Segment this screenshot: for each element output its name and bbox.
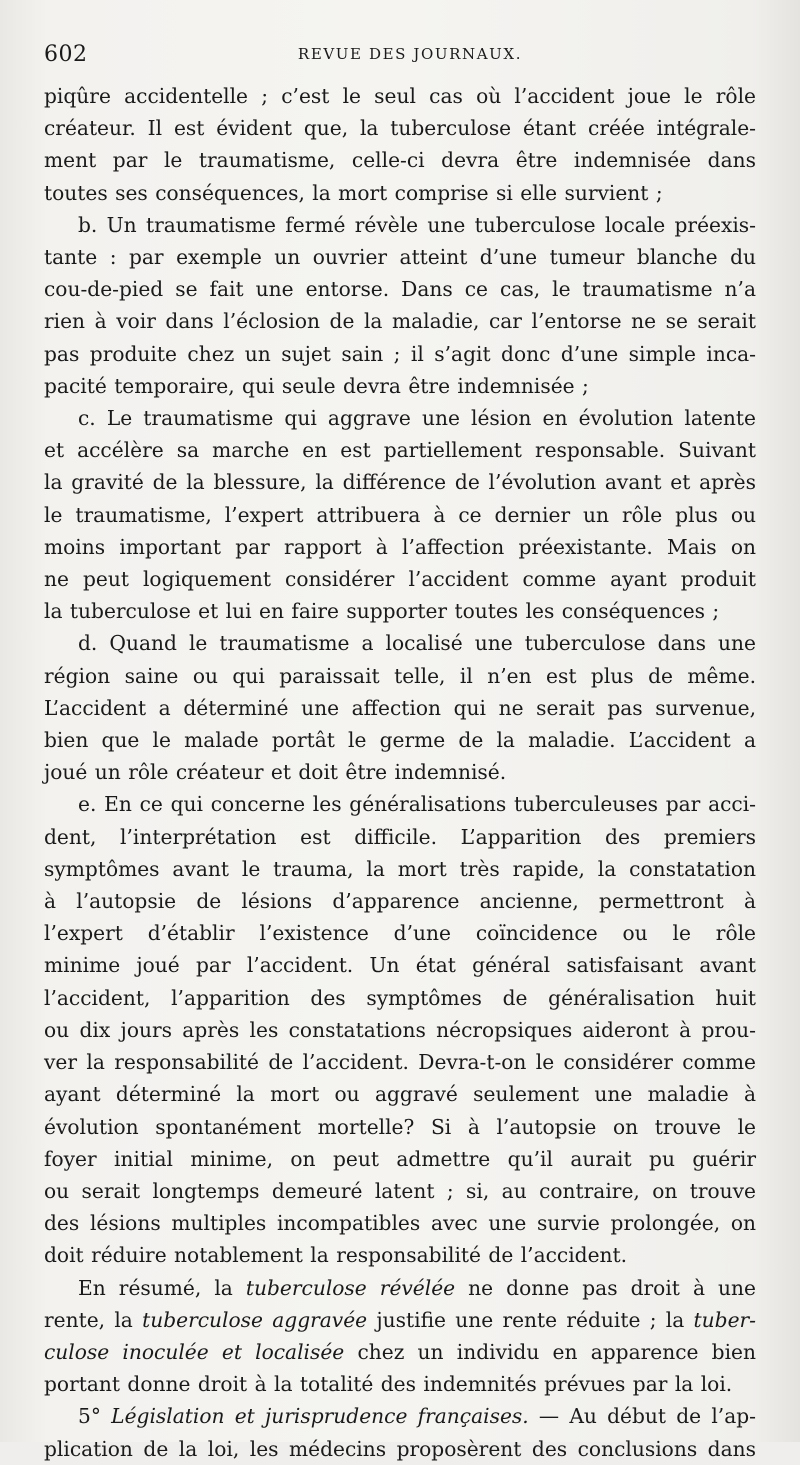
text-line: région saine ou qui paraissait telle, il n’en est plus de même. [44, 663, 756, 688]
text-line: rien à voir dans l’éclosion de la maladie, car l’entorse ne se serait [44, 309, 756, 334]
text-line: l’accident, l’apparition des symptômes de généralisation huit [44, 985, 756, 1010]
summary-term-inoculated: tuber- [693, 1307, 756, 1332]
text-line: c. Le traumatisme qui aggrave une lésion en évolution latente [78, 406, 756, 431]
text-line: e. En ce qui concerne les généralisations tuberculeuses par acci- [78, 792, 756, 817]
text-line: à l’autopsie de lésions d’apparence ancienne, permettront à [44, 889, 756, 914]
text-line: ou dix jours après les constatations nécropsiques aideront à prou- [44, 1017, 756, 1042]
text-line: l’expert d’établir l’existence d’une coïncidence ou le rôle [44, 921, 756, 946]
text-line: ne peut logiquement considérer l’accident comme ayant produit [44, 567, 756, 592]
text-line: ou serait longtemps demeuré latent ; si, au contraire, on trouve [44, 1178, 756, 1203]
summary-text: justifie une rente réduite ; la [367, 1307, 694, 1332]
section-text: — Au début de l’ap- [528, 1404, 756, 1429]
summary-term-aggravated: tuberculose aggravée [142, 1307, 368, 1332]
summary-text: rente, la [44, 1307, 143, 1332]
text-line: joué un rôle créateur et doit être indemnisé. [44, 760, 507, 785]
text-line: pas produite chez un sujet sain ; il s’agit donc d’une simple inca- [44, 341, 756, 366]
summary-line [44, 1272, 756, 1304]
text-line: piqûre accidentelle ; c’est le seul cas où l’accident joue le rôle [44, 84, 756, 108]
text-line: d. Quand le traumatisme a localisé une tuberculose dans une [78, 631, 756, 656]
text-line: ver la responsabilité de l’accident. Devra-t-on le considérer comme [44, 1050, 756, 1075]
text-line: cou-de-pied se fait une entorse. Dans ce cas, le traumatisme n’a [44, 277, 756, 302]
summary-line [44, 1304, 756, 1336]
text-line: créateur. Il est évident que, la tuberculose étant créée intégrale- [44, 116, 756, 141]
text-line: plication de la loi, les médecins proposèrent des conclusions dans [44, 1436, 756, 1461]
page-header [44, 36, 756, 80]
summary-line [44, 1336, 756, 1368]
running-title: REVUE DES JOURNAUX. [297, 45, 523, 63]
section-number: 5° [78, 1404, 112, 1429]
page-number: 602 [44, 42, 88, 67]
text-line: tante : par exemple un ouvrier atteint d’une tumeur blanche du [44, 245, 756, 270]
summary-text: ne donne pas droit à une [455, 1275, 757, 1300]
text-line: toutes ses conséquences, la mort comprise si elle survient ; [44, 180, 663, 205]
text-line: la gravité de la blessure, la différence de l’évolution avant et après [44, 470, 756, 495]
text-line: le traumatisme, l’expert attribuera à ce dernier un rôle plus ou [44, 502, 756, 527]
text-line: ment par le traumatisme, celle-ci devra être indemnisée dans [44, 148, 756, 173]
text-line: minime joué par l’accident. Un état général satisfaisant avant [44, 953, 756, 978]
text-line: évolution spontanément mortelle? Si à l’autopsie on trouve le [44, 1114, 756, 1139]
article-body [44, 80, 756, 1465]
text-line: L’accident a déterminé une affection qui ne serait pas survenue, [44, 695, 756, 720]
summary-line: portant donne droit à la totalité des indemnités prévues par la loi. [44, 1372, 733, 1397]
text-line: ayant déterminé la mort ou aggravé seulement une maladie à [44, 1082, 756, 1107]
text-line: des lésions multiples incompatibles avec une survie prolongée, on [44, 1211, 756, 1236]
text-line: pacité temporaire, qui seule devra être indemnisée ; [44, 373, 589, 398]
text-line: la tuberculose et lui en faire supporter toutes les conséquences ; [44, 599, 720, 624]
summary-term-revealed: tuberculose révélée [245, 1275, 456, 1300]
section-title: Législation et jurisprudence françaises. [111, 1404, 529, 1429]
text-line: moins important par rapport à l’affection préexistante. Mais on [44, 534, 756, 559]
summary-text: chez un individu en apparence bien [344, 1339, 756, 1364]
text-line: doit réduire notablement la responsabilité de l’accident. [44, 1243, 628, 1268]
section-heading-line [44, 1400, 756, 1432]
text-line: symptômes avant le trauma, la mort très rapide, la constatation [44, 856, 756, 881]
summary-text: En résumé, la [78, 1275, 246, 1300]
text-line: bien que le malade portât le germe de la maladie. L’accident a [44, 728, 756, 753]
text-line: b. Un traumatisme fermé révèle une tuberculose locale préexis- [78, 212, 756, 237]
text-line: dent, l’interprétation est difficile. L’apparition des premiers [44, 824, 756, 849]
text-line: foyer initial minime, on peut admettre qu’il aurait pu guérir [44, 1146, 756, 1171]
summary-term-inoculated: culose inoculée et localisée [44, 1339, 345, 1364]
text-line: et accélère sa marche en est partiellement responsable. Suivant [44, 438, 756, 463]
